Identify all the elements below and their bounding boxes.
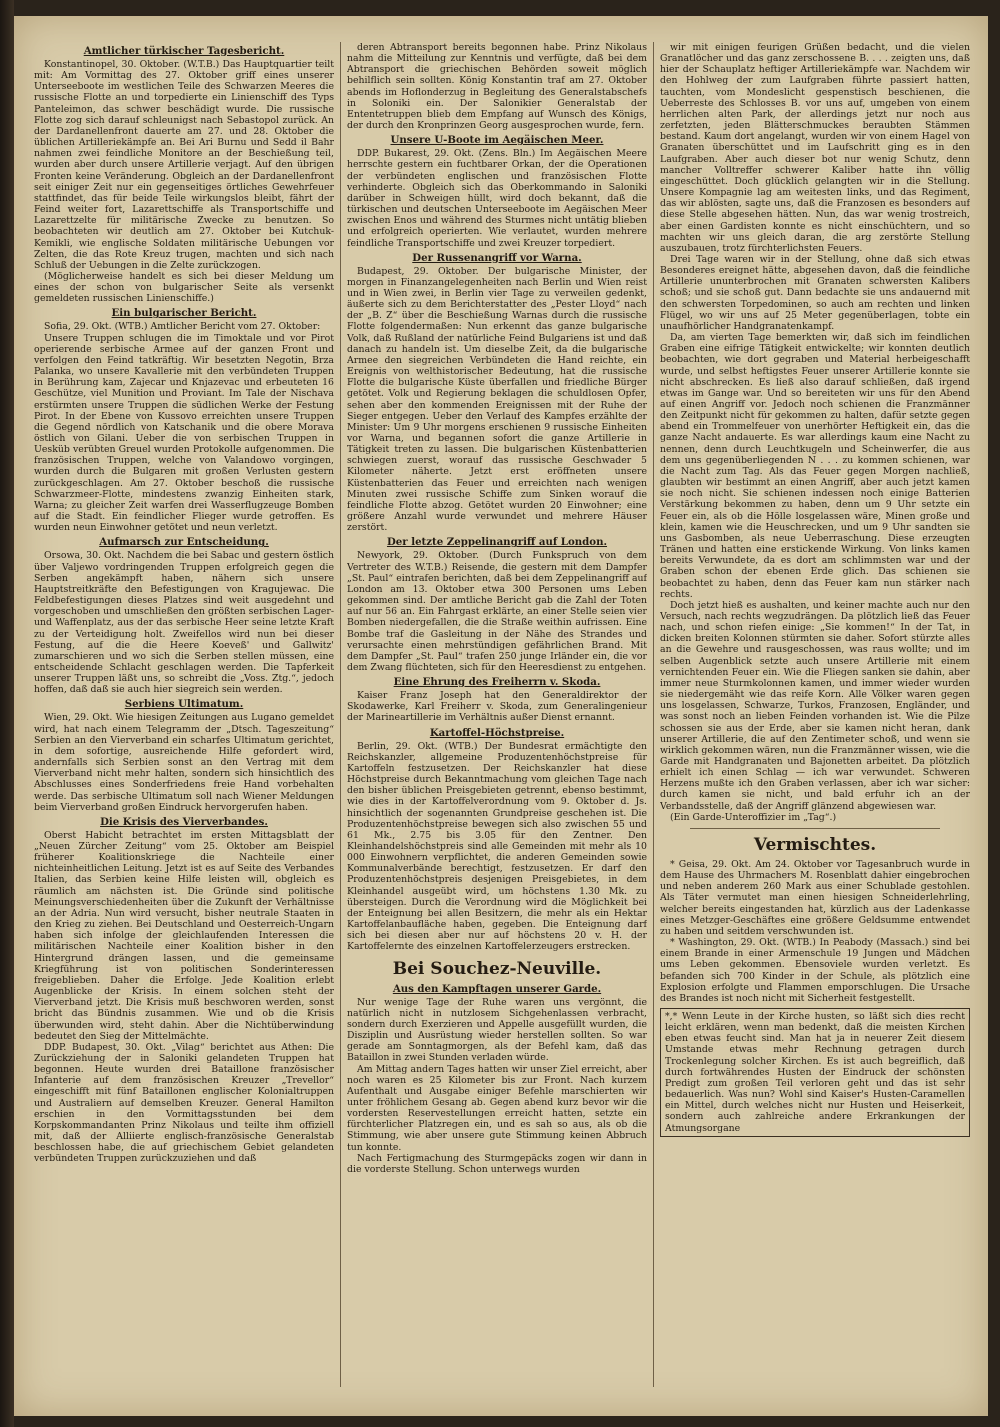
article-heading: Ein bulgarischer Bericht. bbox=[111, 307, 257, 320]
article-paragraph: Kaiser Franz Joseph hat den Generaldirektor der Skodawerke, Karl Freiherr v. Skoda, zum Generalingenieur der Marineartillerie im Verhältnis außer Dienst ernannt. bbox=[347, 690, 647, 724]
article-paragraph: * Washington, 29. Okt. (WTB.) In Peabody (Massach.) sind bei einem Brande in einer Armenschule 19 Jungen und Mädchen ums Leben gekommen. Ebensoviele wurden verletzt. Es befanden sich 700 Kinder in der Schule, als plötzlich eine Explosion erfolgte und Flammen emporschlugen. Die Ursache des Brandes ist noch nicht mit Sicherheit festgestellt. bbox=[660, 937, 970, 1004]
article-paragraph: Unsere Truppen schlugen die im Timoktale und vor Pirot operierende serbische Armee auf der ganzen Front und verfolgen den Feind tatkräftig. Wir besetzten Negotin, Brza Palanka, wo unsere Kavallerie mit den verbündeten Truppen in Berührung kam, Zajecar und Knjazevac und erbeuteten 16 Geschütze, viel Munition und Proviant. Im Tale der Nischava erstürmten unsere Truppen die südlichen Werke der Festung Pirot. In der Ebene von Kussovo erreichten unsere Truppen die Gegend nördlich von Katschanik und die obere Morava östlich von Gilani. Ueber die von serbischen Truppen in Uesküb verübten Greuel wurden Protokolle aufgenommen. Die französischen Truppen, welche von Valandowo vorgingen, wurden durch die Bulgaren mit großen Verlusten gestern zurückgeschlagen. Am 27. Oktober beschoß die russische Schwarzmeer-Flotte, mindestens zwanzig Einheiten stark, Warna; zu gleicher Zeit warfen drei Wasserflugzeuge Bomben auf die Stadt. Ein feindlicher Flieger wurde getroffen. Es wurden neun Einwohner getötet und neun verletzt. bbox=[34, 332, 334, 534]
article-heading: Kartoffel-Höchstpreise. bbox=[429, 726, 565, 739]
article-heading: Eine Ehrung des Freiherrn v. Skoda. bbox=[393, 676, 601, 689]
advertisement-box: *,* Wenn Leute in der Kirche husten, so läßt sich dies recht leicht erklären, wenn man bedenkt, daß die meisten Kirchen eben etwas feucht sind. Man hat ja in neuerer Zeit diesem Umstande etwas mehr Rechnung getragen durch Trockenlegung solcher Kirchen. Es ist auch begreiflich, daß durch fortwährendes Husten der Eindruck der schönsten Predigt zum großen Teil verloren geht und das ist sehr bedauerlich. Was nun? Wohl sind Kaiser's Husten-Caramellen ein Mittel, durch welches nicht nur Husten und Heiserkeit, sondern auch zahlreiche andere Erkrankungen der Atmungsorgane bbox=[660, 1008, 970, 1137]
column-1 bbox=[34, 42, 334, 1387]
page-binding bbox=[0, 0, 14, 1427]
article-paragraph: Nur wenige Tage der Ruhe waren uns vergönnt, die natürlich nicht in nutzlosem Sichgehenlassen verbracht, sondern durch Exerzieren und Appelle ausgefüllt wurden, die Disziplin und Ausrüstung wieder herstellen sollten. So war gerade am Sonntagmorgen, als der Befehl kam, daß das Bataillon in zwei Stunden verladen würde. bbox=[347, 996, 647, 1064]
column-3 bbox=[660, 42, 970, 1387]
article-paragraph: (Möglicherweise handelt es sich bei dieser Meldung um eines der schon von bulgarischer Seite als versenkt gemeldeten russischen Linienschiffe.) bbox=[34, 270, 334, 305]
section-heading: Bei Souchez-Neuville. bbox=[392, 958, 602, 979]
article-paragraph: wir mit einigen feurigen Grüßen bedacht, und die vielen Granatlöcher und das ganz zerschossene B. . . . zeigten uns, daß hier der Schauplatz heftiger Artilleriekämpfe war. Nachdem wir den Hohlweg der zum Laufgraben führte passiert hatten, tauchten, vom Mondeslicht gespenstisch beschienen, die Ueberreste des Schlosses B. vor uns auf, umgeben von einem herrlichen alten Park, der allerdings jetzt nur noch aus zerfetzten, jeden Blätterschmuckes beraubten Stämmen bestand. Kaum dort angelangt, wurden wir von einem Hagel von Granaten überschüttet und im Laufschritt ging es in den Laufgraben. Aber auch dieser bot nur wenig Schutz, denn mancher Volltreffer schwerer Kaliber hatte ihn völlig eingeschüttet. Doch glücklich gelangten wir in die Stellung. Unsere Kompagnie lag am weitesten links, und das Regiment, das wir ablösten, sagte uns, daß die Franzosen es besonders auf diese Stelle abgesehen hätten. Nun, das war wenig trostreich, aber einen Gardisten konnte es nicht einschüchtern, und so machten wir uns gleich daran, die arg zerstörte Stellung auszubauen, trotz fürchterlichsten Feuers. bbox=[660, 42, 970, 254]
article-paragraph: Budapest, 29. Oktober. Der bulgarische Minister, der morgen in Finanzangelegenheiten nach Berlin und Wien reist und in Wien zwei, in Berlin vier Tage zu verweilen gedenkt, äußerte sich zu dem Berichterstatter des „Pester Lloyd“ nach der „B. Z“ über die Beschießung Warnas durch die russische Flotte folgendermaßen: Nun erkennt das ganze bulgarische Volk, daß Rußland der natürliche Feind Bulgariens ist und daß danach zu handeln ist. Um dieselbe Zeit, da die bulgarische Armee den siegreichen Verbündeten die Hand reichte, ein Ereignis von welthistorischer Bedeutung, hat die russische Flotte die bulgarische Küste überfallen und friedliche Bürger getötet. Volk und Regierung beklagen die schuldlosen Opfer, sehen aber den kommenden Ereignissen mit der Ruhe der Sieger entgegen. Ueber den Verlauf des Kampfes erzählte der Minister: Um 9 Uhr morgens erschienen 9 russische Einheiten vor Warna, und begannen sofort die ganze Artillerie in Tätigkeit treten zu lassen. Die bulgarischen Küstenbatterien schwiegen zuerst, worauf das russische Geschwader 5 Kilometer näherte. Jetzt erst eröffneten unsere Küstenbatterien das Feuer und erreichten nach wenigen Minuten zwei russische Schiffe zum Sinken worauf die feindliche Flotte abzog. Getötet wurden 20 Einwohner; eine größere Anzahl wurde verwundet und mehrere Häuser zerstört. bbox=[347, 265, 647, 534]
article-heading: Aus den Kampftagen unserer Garde. bbox=[392, 982, 602, 995]
article-heading: Serbiens Ultimatum. bbox=[124, 698, 244, 711]
article-paragraph: Wien, 29. Okt. Wie hiesigen Zeitungen aus Lugano gemeldet wird, hat nach einem Telegramm der „Dtsch. Tageszeitung“ Serbien an den Vierverband ein scharfes Ultimatum gerichtet, in dem sofortige, ausreichende Hilfe gefordert wird, andernfalls sich Serbien sonst an den Vertrag mit dem Vierverband nicht mehr halten, sondern sich hinsichtlich des Abschlusses eines Sonderfriedens freie Hand vorbehalten werde. Das serbische Ultimatum soll nach Wiener Meldungen beim Vierverband großen Eindruck hervorgerufen haben. bbox=[34, 712, 334, 813]
article-heading: Aufmarsch zur Entscheidung. bbox=[99, 536, 269, 549]
article-paragraph: Drei Tage waren wir in der Stellung, ohne daß sich etwas Besonderes ereignet hätte, abgesehen davon, daß die feindliche Artillerie ununterbrochen mit Granaten schwersten Kalibers schoß; und sie schoß gut. Dann bedachte sie uns andauernd mit den schwersten Torpedominen, so auch am rechten und linken Flügel, wo wir uns auf 25 Meter gegenüberlagen, tobte ein unaufhörlicher Handgranatenkampf. bbox=[660, 253, 970, 332]
article-paragraph: Sofia, 29. Okt. (WTB.) Amtlicher Bericht vom 27. Oktober: bbox=[44, 321, 321, 333]
article-paragraph: Am Mittag andern Tages hatten wir unser Ziel erreicht, aber noch waren es 25 Kilometer bis zur Front. Nach kurzem Aufenthalt und Ausgabe einiger Befehle marschierten wir unter fröhlichem Gesang ab. Gegen abend kurz bevor wir die vordersten Reservestellungen erreicht hatten, setzte ein fürchterlicher Platzregen ein, und es sah so aus, als ob die Stimmung, wie aber unsere gute Stimmung keinen Abbruch tun konnte. bbox=[347, 1063, 647, 1153]
article-heading: Die Krisis des Vierverbandes. bbox=[100, 815, 268, 828]
article-paragraph: DDP. Budapest, 30. Okt. „Vilag“ berichtet aus Athen: Die Zurückziehung der in Saloniki gelandeten Truppen hat begonnen. Heute wurden drei Bataillone französischer Infanterie auf dem französischen Kreuzer „Trevellor“ eingeschifft mit fünf Bataillonen englischer Kolonialtruppen und Australiern auf demselben Kreuzer. General Hamilton erschien in den Vormittagsstunden bei dem Korpskommandanten Prinz Nikolaus und teilte ihm offiziell mit, daß der Alliierte englisch-französische Generalstab beschlossen habe, die auf griechischem Gebiet gelandeten verbündeten Truppen zurückzuziehen und daß bbox=[34, 1041, 334, 1165]
column-divider bbox=[340, 42, 341, 1387]
article-paragraph: Orsowa, 30. Okt. Nachdem die bei Sabac und gestern östlich über Valjewo vordringenden Truppen erfolgreich gegen die Serben angekämpft haben, nähern sich unsere Hauptstreitkräfte den Befestigungen von Kragujewac. Die Feldbefestigungen dieses Platzes sind weit ausgedehnt und vorgeschoben und umschließen den größten serbischen Lager- und Waffenplatz, aus der das serbische Heer seine letzte Kraft zu der Verteidigung holt. Zweifellos wird nun bei dieser Festung, auf die die Heere Koeveß' und Gallwitz' zumarschieren und wo sich die Serben stellen müssen, eine entscheidende Schlacht geschlagen werden. Die Tapferkeit unserer Truppen läßt uns, so schreibt die „Voss. Ztg.“, jedoch hoffen, daß daß sie auch hier siegreich sein werden. bbox=[34, 550, 334, 696]
newspaper-page bbox=[14, 16, 988, 1416]
article-heading: Der letzte Zeppelinangriff auf London. bbox=[386, 536, 608, 549]
article-heading: Amtlicher türkischer Tagesbericht. bbox=[83, 45, 285, 57]
article-paragraph: * Geisa, 29. Okt. Am 24. Oktober vor Tagesanbruch wurde in dem Hause des Uhrmachers M. Rosenblatt dahier eingebrochen und neben anderem 260 Mark aus einer Schublade gestohlen. Als Täter vermutet man einen hiesigen Schneiderlehrling, welcher bereits eingestanden hat, kürzlich aus der Ladenkasse eines Metzger-Geschäftes eine größere Geldsumme entwendet zu haben und seitdem verschwunden ist. bbox=[660, 858, 970, 937]
article-paragraph: deren Abtransport bereits begonnen habe. Prinz Nikolaus nahm die Mitteilung zur Kenntnis und verfügte, daß bei dem Abtransport die griechischen Behörden soweit möglich behilflich sein sollten. König Konstantin traf am 27. Oktober abends im Hoflonderzug in Begleitung des Generalstabschefs in Soloniki ein. Der Salonikier Generalstab der Ententetruppen blieb dem Empfang auf Wunsch des Königs, der durch den Kronprinzen Georg ausgesprochen wurde, fern. bbox=[347, 42, 647, 132]
article-paragraph: Newyork, 29. Oktober. (Durch Funkspruch von dem Vertreter des W.T.B.) Reisende, die gestern mit dem Dampfer „St. Paul“ eintrafen berichten, daß bei dem Zeppelinangriff auf London am 13. Oktober etwa 300 Personen ums Leben gekommen sind. Der amtliche Bericht gab die Zahl der Toten auf nur 56 an. Ein Fahrgast erklärte, an einer Stelle seien vier Bomben niedergefallen, die die Straße weithin aufrissen. Eine Bombe traf die Gasleitung in der Nähe des Strandes und verursachte einen mehrstündigen gefährlichen Brand. Mit dem Dampfer „St. Paul“ trafen 250 junge Irländer ein, die vor dem Zwang flüchteten, sich für den Heeresdienst zu entgehen. bbox=[347, 550, 647, 673]
column-2 bbox=[347, 42, 647, 1387]
article-heading: Unsere U-Boote im Aegäischen Meer. bbox=[390, 134, 604, 147]
article-heading: Der Russenangriff vor Warna. bbox=[412, 251, 582, 264]
article-paragraph: Konstantinopel, 30. Oktober. (W.T.B.) Das Hauptquartier teilt mit: Am Vormittag des 27. Oktober griff eines unserer Unterseeboote im westlichen Teile des Schwarzen Meeres die russische Flotte an und torpedierte ein Linienschiff des Typs Panteleimon, das schwer beschädigt wurde. Die russische Flotte zog sich darauf schleunigst nach Sebastopol zurück. An der Dardanellenfront dauerte am 27. und 28. Oktober die üblichen Artilleriekämpfe an. Bei Ari Burnu und Sedd il Bahr nahmen zwei feindliche Monitore an der Beschießung teil, wurden aber durch unsere Artillerie verjagt. Auf den übrigen Fronten keine Veränderung. Obgleich an der Dardanellenfront seit einiger Zeit nur ein gegenseitiges örtliches Gewehrfeuer stattfindet, das für beide Teile wirkungslos bleibt, fährt der Feind weiter fort, Lazarettschiffe als Transportschiffe und Lazarettzelte für militärische Zwecke zu benutzen. So beobachteten wir deutlich am 27. Oktober bei Kutchuk-Kemikli, wie englische Soldaten militärische Uebungen vor Zelten, die das Rote Kreuz trugen, machten und sich nach Schluß der Uebungen in die Zelte zurückzogen. bbox=[34, 59, 334, 271]
article-paragraph: Nach Fertigmachung des Sturmgepäcks zogen wir dann in die vorderste Stellung. Schon unterwegs wurden bbox=[347, 1152, 647, 1175]
article-paragraph: Oberst Habicht betrachtet im ersten Mittagsblatt der „Neuen Zürcher Zeitung“ vom 25. Oktober am Beispiel früherer Koalitionskriege die Nachteile einer nichteinheitlichen Leitung. Jetzt ist es auf Seite des Verbandes Italien, das Serbien keine Hilfe leisten will, obgleich es räumlich am nächsten ist. Die Gründe sind politische Meinungsverschiedenheiten über die Zukunft der Verhältnisse an der Adria. Nun wird versucht, bisher neutrale Staaten in den Krieg zu ziehen. Bei Deutschland und Oesterreich-Ungarn haben sich infolge der gleichlaufenden Interessen die militärischen Nachteile einer Koalition bisher in den Hintergrund drängen lassen, und die gemeinsame Kriegführung ist von politischen Sonderinteressen freigeblieben. Daher die Erfolge. Jede Koalition erlebt Augenblicke der Krisis. In einem solchen steht der Vierverband jetzt. Die Krisis muß beschworen werden, sonst bricht das Bündnis zusammen. Wie und ob die Krisis überwunden wird, steht dahin. Aber die Nichtüberwindung bedeutet den Sieg der Mittelmächte. bbox=[34, 829, 334, 1042]
article-paragraph: (Ein Garde-Unteroffizier im „Tag“.) bbox=[670, 811, 837, 823]
article-paragraph: Berlin, 29. Okt. (WTB.) Der Bundesrat ermächtigte den Reichskanzler, allgemeine Produzentenhöchstpreise für Kartoffeln festzusetzen. Der Reichskanzler hat diese Höchstpreise durch Bekanntmachung vom gleichen Tage nach den bisher üblichen Preisgebieten getrennt, ebenso bestimmt, wie dies in der Kartoffelverordnung vom 9. Oktober d. Js. hinsichtlich der sogenannten Grundpreise geschehen ist. Die Produzentenhöchstpreise bewegen sich also zwischen 55 und 61 Mk., 2.75 bis 3.05 für den Zentner. Den Kleinhandelshöchstpreis sind alle Gemeinden mit mehr als 10 000 Einwohnern verpflichtet, die anderen Gemeinden sowie Kommunalverbände berechtigt, festzusetzen. Er darf den Produzentenhöchstpreis desjenigen Preisgebietes, in dem Kleinhandel ausgeübt wird, um höchstens 1.30 Mk. zu übersteigen. Durch die Verordnung wird die Möglichkeit bei der Enteignung bei allen Besitzern, die mehr als ein Hektar Kartoffelanbaufläche haben, gegeben. Die Enteignung darf sich bei diesen aber nur auf höchstens 20 v. H. der Kartoffelernte des einzelnen Kartoffelerzeugers erstrecken. bbox=[347, 740, 647, 953]
column-divider bbox=[653, 42, 654, 1387]
section-heading: Vermischtes. bbox=[753, 834, 877, 855]
article-paragraph: Da, am vierten Tage bemerkten wir, daß sich im feindlichen Graben eine eifrige Tätigkeit entwickelte; wir konnten deutlich beobachten, wie dort gegraben und Material herbeigeschafft wurde, und selbst heftigstes Feuer unserer Artillerie konnte sie nicht abschrecken. Es ließ also darauf schließen, daß irgend etwas im Gange war. Und so bereiteten wir uns für den Abend auf einen Angriff vor. Jedoch noch schienen die Franzmänner den Zeitpunkt nicht für gekommen zu halten, dafür setzte gegen abend ein Trommelfeuer von unerhörter Heftigkeit ein, das die ganze Nacht andauerte. Es war allerdings kaum eine Nacht zu nennen, denn durch Leuchtkugeln und Scheinwerfer, die aus dem uns gegenüberliegenden N . . . zu kommen schienen, war die Nacht zum Tag. Als das Feuer gegen Morgen nachließ, glaubten wir bestimmt an einen Angriff, aber auch jetzt kamen sie noch nicht. Sie schienen indessen noch einige Batterien Verstärkung bekommen zu haben, denn um 9 Uhr setzte ein Feuer ein, als ob die Hölle losgelassen wäre, Minen große und klein, kamen wie die Heuschrecken, und um 9 Uhr sandten sie uns Gasbomben, als neue Ueberraschung. Diese erzeugten Tränen und hatten eine erstickende Wirkung. Von links kamen bereits Verwundete, da es dort am schlimmsten war und der Graben schon der ebenen Erde glich. Das schienen sie beobachtet zu haben, denn das Feuer kam nun stärker nach rechts. bbox=[660, 332, 970, 600]
article-paragraph: DDP. Bukarest, 29. Okt. (Zens. Bln.) Im Aegäischen Meere herrschte gestern ein fuchtbarer Orkan, der die Operationen der verbündeten englischen und französischen Flotte verhinderte. Obgleich sich das Oberkommando in Saloniki darüber in Schweigen hüllt, wird doch bekannt, daß die türkischen und deutschen Unterseeboote im Aegäischen Meer zwischen Enos und während des Sturmes nicht untätig blieben und erfolgreich operierten. Wie verlautet, wurden mehrere feindliche Transportschiffe und zwei Kreuzer torpediert. bbox=[347, 148, 647, 249]
section-separator bbox=[690, 828, 940, 829]
article-paragraph: Doch jetzt hieß es aushalten, und keiner machte auch nur den Versuch, nach rechts wegzudrängen. Da plötzlich ließ das Feuer nach, und schon riefen einige: „Sie kommen!“ In der Tat, in dicken breiten Kolonnen stürmten sie daher. Sofort stürzte alles an die Gewehre und rausgeschossen, was raus wollte; und im selben Augenblick setzte auch unsere Artillerie mit einem vernichtenden Feuer ein. Wie die Fliegen sanken sie dahin, aber immer neue Sturmkolonnen kamen, und immer wieder wurden sie niedergemäht wie das reife Korn. Alle Völker waren gegen uns losgelassen, Schwarze, Turkos, Franzosen, Engländer, und was sonst noch an lieben Feinden vorhanden ist. Wie die Pilze schossen sie aus der Erde, aber sie kamen nicht heran, dank unserer Artillerie, die auf den Zentimeter schoß, und wenn sie wirklich gekommen wären, nun die Franzmänner wissen, wie die Garde mit Handgranaten und Bajonetten arbeitet. Da plötzlich erhielt ich einen Schlag — ich war verwundet. Schweren Herzens mußte ich den Graben verlassen, aber ich war sicher: durch kamen sie nicht, und bald erfuhr ich an der Verbandsstelle, daß der Angriff glänzend abgewiesen war. bbox=[660, 599, 970, 812]
